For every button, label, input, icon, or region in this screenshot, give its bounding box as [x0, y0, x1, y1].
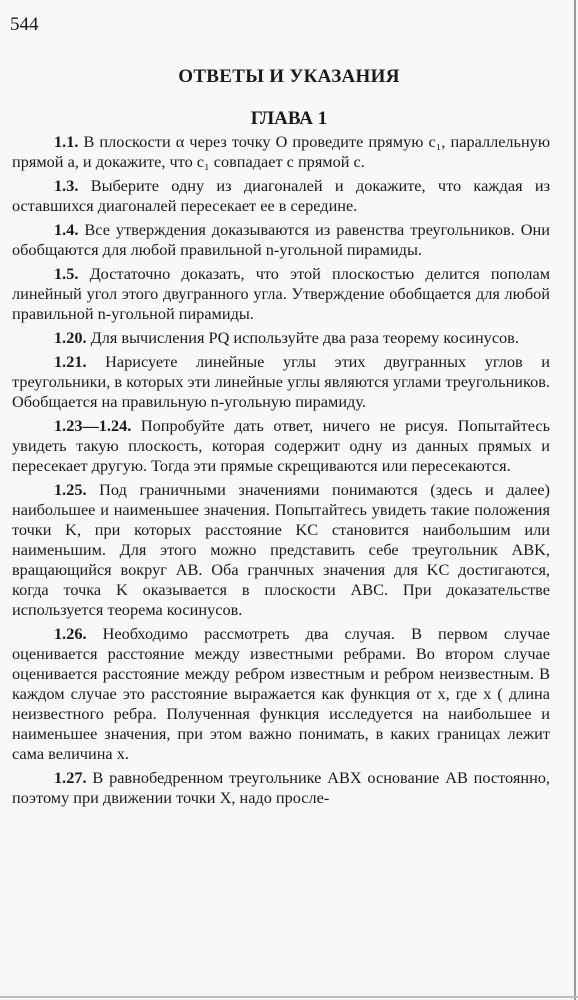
answer-number: 1.20. [54, 328, 87, 347]
answer-text: Все утверждения доказываются из равенства треугольников. Они обобщаются для любой правильной n-угольной пирамиды. [12, 220, 550, 259]
answer-text: Попробуйте дать ответ, ничего не рисуя. Попытайтесь увидеть такую плоскость, которая содержит одну из данных прямых и пересекает другую. Тогда эти прямые скрещиваются или пересекаются. [12, 416, 550, 475]
answer-item [12, 328, 550, 348]
answer-number: 1.23—1.24. [54, 416, 132, 435]
answer-text: Выберите одну из диагоналей и докажите, что каждая из оставшихся диагоналей пересекает ее в середине. [12, 176, 550, 215]
answer-number: 1.4. [54, 220, 79, 239]
answer-text: В равнобедренном треугольнике ABX основание AB постоянно, поэтому при движении точки X, надо просле- [12, 768, 550, 807]
answer-number: 1.1. [54, 132, 79, 151]
chapter-heading: ГЛАВА 1 [250, 108, 328, 129]
answer-item [12, 132, 550, 172]
section-title: ОТВЕТЫ И УКАЗАНИЯ [178, 66, 400, 87]
answer-text: Достаточно доказать, что этой плоскостью делится пополам линейный угол этого двугранного угла. Утверждение обобщается для любой правильной n-угольной пирамиды. [12, 264, 550, 323]
answer-item [12, 624, 550, 764]
answer-number: 1.27. [54, 768, 87, 787]
answer-item [12, 176, 550, 216]
answer-item [12, 416, 550, 476]
answer-number: 1.5. [54, 264, 79, 283]
answers-text [12, 132, 550, 812]
answer-item [12, 220, 550, 260]
answer-text: Нарисуете линейные углы этих двугранных углов и треугольники, в которых эти линейные углы являются углами треугольников. Обобщается на правильную n-угольную пирамиду. [12, 352, 550, 411]
answer-number: 1.3. [54, 176, 79, 195]
answer-item [12, 480, 550, 620]
answer-text: Для вычисления PQ используйте два раза теорему косинусов. [90, 328, 519, 347]
answer-number: 1.25. [54, 480, 87, 499]
answer-item [12, 264, 550, 324]
answer-item [12, 768, 550, 808]
answer-text: Необходимо рассмотреть два случая. В первом случае оценивается расстояние между известными ребрами. Во втором случае оценивается расстояние между ребром известным и ребром неизвестным. В каждом случае это расстояние выражается как функция от x, где x ( длина неизвестного ребра. Полученная функция исследуется на наибольшее и наименьшее значения, при этом важно понимать, в каких границах лежит сама величина x. [12, 624, 550, 763]
page-bottom-divider [0, 996, 578, 998]
page-edge-divider [574, 0, 576, 1000]
answer-item [12, 352, 550, 412]
answer-number: 1.26. [54, 624, 87, 643]
answer-text: Под граничными значениями понимаются (здесь и далее) наибольшее и наименьшее значения. Попытайтесь увидеть такие положения точки K, при которых расстояние KC становится наибольшим или наименьшим. Для этого можно представить себе треугольник ABK, вращающийся вокруг AB. Оба гранчных значения для KC достигаются, когда точка K оказывается в плоскости ABC. При доказательстве используется теорема косинусов. [12, 480, 550, 619]
page-number: 544 [10, 14, 39, 35]
answer-text: В плоскости α через точку O проведите прямую c₁, параллельную прямой a, и докажите, что c₁ совпадает с прямой c. [12, 132, 550, 171]
answer-number: 1.21. [54, 352, 87, 371]
